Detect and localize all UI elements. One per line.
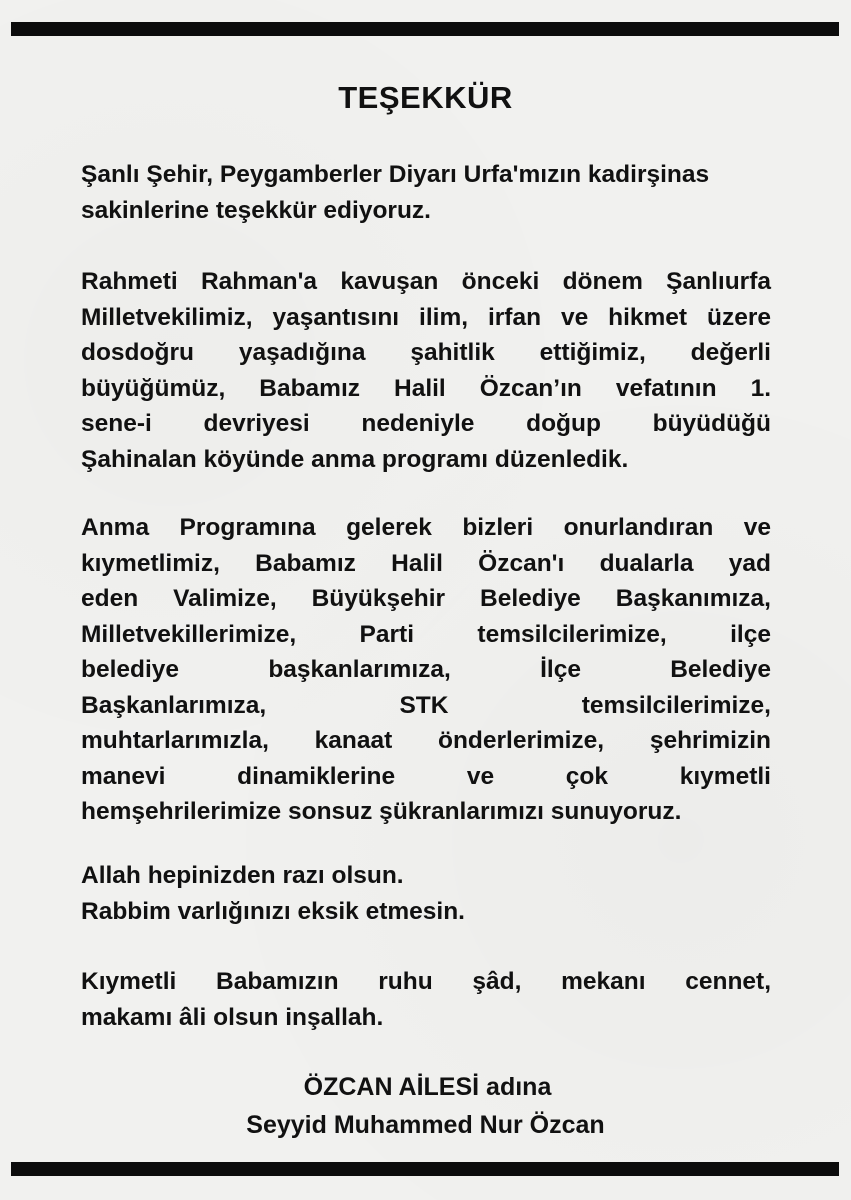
top-border-bar <box>11 22 839 36</box>
signature-name: Seyyid Muhammed Nur Özcan <box>246 1111 605 1139</box>
paragraph-prayer <box>81 858 771 929</box>
paragraph-thanks <box>81 510 771 830</box>
signature-family: ÖZCAN AİLESİ adına <box>303 1073 552 1101</box>
text-line: dosdoğru yaşadığına şahitlik ettiğimiz, değerli <box>81 339 771 366</box>
text-line: eden Valimize, Büyükşehir Belediye Başkanımıza, <box>81 585 771 612</box>
text-line: makamı âli olsun inşallah. <box>81 1003 384 1031</box>
text-line: manevi dinamiklerine ve çok kıymetli <box>81 762 771 790</box>
text-line: muhtarlarımızla, kanaat önderlerimize, şehrimizin <box>81 727 771 754</box>
text-line: Başkanlarımıza, STK temsilcilerimize, <box>81 691 771 719</box>
text-line: sene-i devriyesi nedeniyle doğup büyüdüğü <box>81 410 771 437</box>
paragraph-greeting <box>81 157 771 228</box>
text-line: belediye başkanlarımıza, İlçe Belediye <box>81 656 771 683</box>
text-line: Milletvekilimiz, yaşantısını ilim, irfan ve hikmet üzere <box>81 303 771 331</box>
text-line: Şahinalan köyünde anma programı düzenledik. <box>81 445 629 473</box>
text-line: Rahmeti Rahman'a kavuşan önceki dönem Şanlıurfa <box>81 268 771 295</box>
text-line: Milletvekillerimize, Parti temsilcilerimize, ilçe <box>81 620 771 648</box>
bottom-border-bar <box>11 1162 839 1176</box>
text-line: sakinlerine teşekkür ediyoruz. <box>81 196 431 224</box>
text-line: büyüğümüz, Babamız Halil Özcan’ın vefatının 1. <box>81 374 771 402</box>
text-line: hemşehrilerimize sonsuz şükranlarımızı sunuyoruz. <box>81 798 682 825</box>
text-line: Rabbim varlığınızı eksik etmesin. <box>81 897 465 925</box>
text-line: Allah hepinizden razı olsun. <box>81 862 404 889</box>
paragraph-blessing <box>81 964 771 1035</box>
paragraph-memorial <box>81 264 771 477</box>
text-line: Kıymetli Babamızın ruhu şâd, mekanı cennet, <box>81 968 771 995</box>
document-title: TEŞEKKÜR <box>338 80 513 115</box>
text-line: Şanlı Şehir, Peygamberler Diyarı Urfa'mızın kadirşinas <box>81 161 710 188</box>
text-line: Anma Programına gelerek bizleri onurlandıran ve <box>81 514 771 541</box>
text-line: kıymetlimiz, Babamız Halil Özcan'ı dualarla yad <box>81 549 771 577</box>
